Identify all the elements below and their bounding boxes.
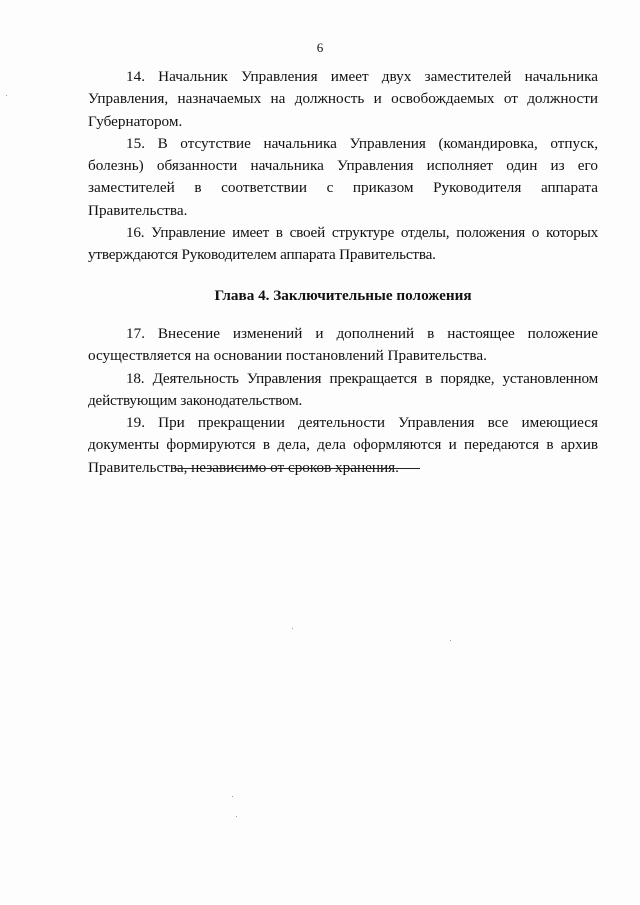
- chapter-heading: Глава 4. Заключительные положения: [214, 286, 472, 304]
- paragraph-15: 15. В отсутствие начальника Управления (командировка, отпуск, болезнь) обязанности начальника Управления исполняет один из его заместителей в соответствии с приказом Руководителя аппарата Правительства.: [88, 134, 598, 219]
- document-body: [88, 66, 598, 479]
- scan-speck: [232, 796, 233, 797]
- paragraph-18: 18. Деятельность Управления прекращается в порядке, установленном действующим законодательством.: [88, 369, 598, 409]
- paragraph-17: 17. Внесение изменений и дополнений в настоящее положение осуществляется на основании постановлений Правительства.: [88, 324, 598, 365]
- paragraph-19: 19. При прекращении деятельности Управления все имеющиеся документы формируются в дела, дела оформляются и передаются в архив Правительства, независимо от сроков хранения.: [88, 414, 598, 476]
- scan-speck: [6, 95, 7, 96]
- paragraph-16: 16. Управление имеет в своей структуре отделы, положения о которых утверждаются Руководителем аппарата Правительства.: [88, 224, 598, 264]
- scan-speck: [236, 816, 237, 817]
- page-number: 6: [316, 40, 324, 55]
- closing-rule: [175, 468, 420, 469]
- paragraph-14: 14. Начальник Управления имеет двух заместителей начальника Управления, назначаемых на должность и освобождаемых от должности Губернатором.: [88, 68, 598, 130]
- scan-speck: [450, 640, 451, 641]
- scan-speck: [292, 628, 293, 629]
